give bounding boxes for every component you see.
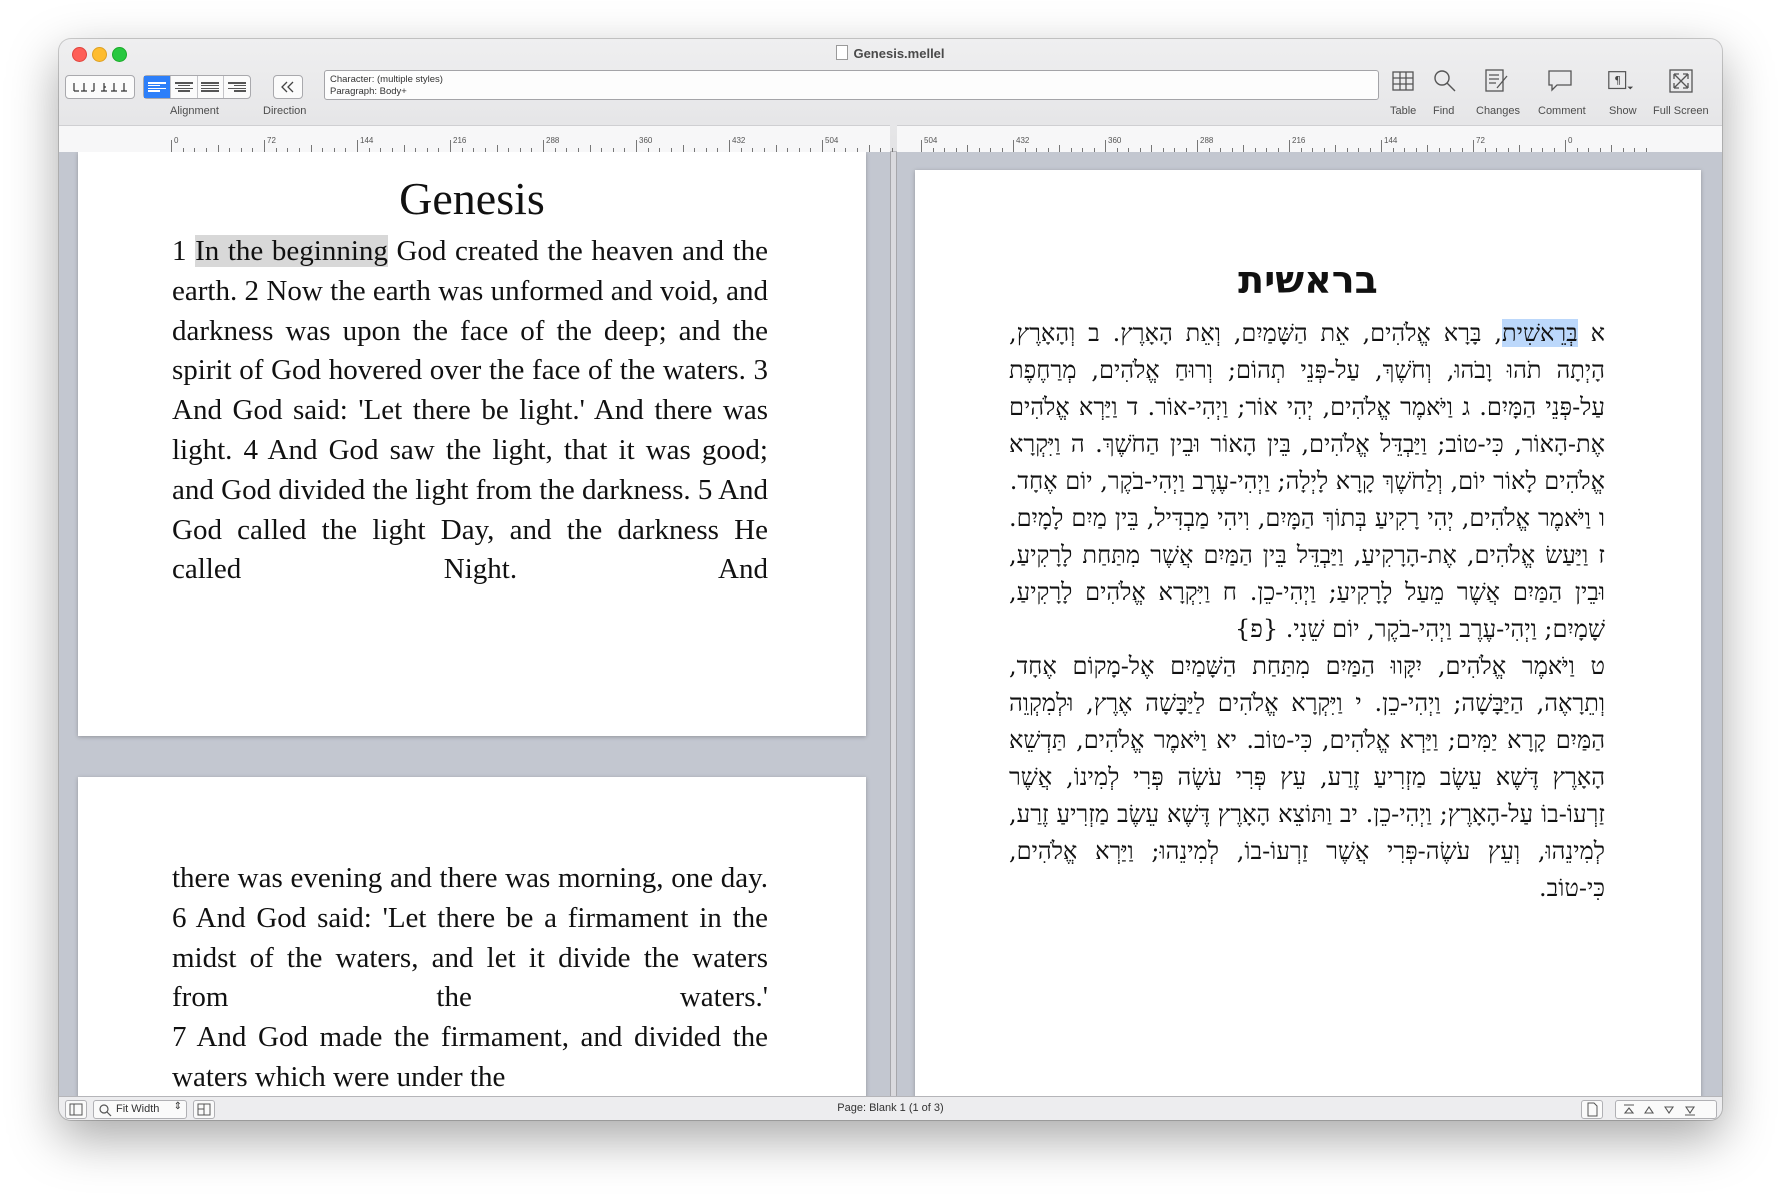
hebrew-text-run: , בָּרָא אֱלֹהִים, אֵת הַשָּׁמַיִם, וְאֵת הָאָרֶץ. ב וְהָאָרֶץ, הָיְתָה תֹהוּ וָבֹהוּ, וְחֹשֶׁךְ, עַל-פְּנֵי תְהוֹם; וְרוּחַ אֱלֹהִים, מְרַחֶפֶת עַל-פְּנֵי הַמָּיִם. ג וַיֹּאמֶר אֱלֹהִים, יְהִי אוֹר; וַיְהִי-אוֹר. ד וַיַּרְא אֱלֹהִים אֶת-הָאוֹר, כִּי-טוֹב; וַיַּבְדֵּל אֱלֹהִים, בֵּין הָאוֹר וּבֵין הַחֹשֶׁךְ. ה וַיִּקְרָא אֱלֹהִים לָאוֹר יוֹם, וְלַחֹשֶׁךְ קָרָא לָיְלָה; וַיְהִי-עֶרֶב וַיְהִי-בֹקֶר, יוֹם אֶחָד. [1009,319,1605,495]
ruler-minor-tick [869,145,870,152]
direction-icon [274,76,302,98]
ruler-number: 72 [1476,136,1485,145]
app-window [59,39,1722,1120]
ruler-major-tick [543,140,544,152]
ruler-number: 144 [1384,136,1398,145]
comment-icon [1546,68,1574,94]
ruler-major-tick [450,140,451,152]
magnifier-icon [1432,68,1458,94]
verse-number: 1 [172,235,196,267]
align-right-icon [228,82,246,92]
ruler-major-tick [822,140,823,152]
ruler-minor-tick [497,145,498,152]
align-left-button[interactable] [144,76,171,98]
ruler-number: 72 [267,136,276,145]
ruler-major-tick [1473,140,1474,152]
english-text-run: God created the heaven and the earth. 2 Now the earth was unformed and void, and darkness was upon the face of the deep; and the spirit of God hovered over the face of the waters. 3 And God said: 'Let there be light.' And there was light. 4 And God saw the light, that it was good; and God divided the light from the darkness. 5 And God called the light Day, and the darkness He called Night. And [172,235,769,586]
ruler-major-tick [357,140,358,152]
ruler-major-tick [1013,140,1014,152]
selected-text[interactable]: In the beginning [195,235,388,267]
status-bar [59,1096,1722,1120]
ruler-number: 504 [825,136,839,145]
page-icon [1582,1101,1602,1118]
page-navigation-control[interactable] [1615,1100,1717,1119]
ruler-number: 144 [360,136,374,145]
ruler-minor-tick [311,145,312,152]
find-label: Find [1433,105,1455,117]
ruler-number: 360 [1108,136,1122,145]
ruler-major-tick [1197,140,1198,152]
table-icon [1391,69,1415,93]
hebrew-pane[interactable] [897,152,1722,1096]
full-screen-label: Full Screen [1653,105,1709,117]
window-title: Genesis.mellel [59,45,1722,61]
hebrew-page-1 [915,170,1701,1096]
ruler-major-tick [636,140,637,152]
ruler-major-tick [1105,140,1106,152]
hebrew-paragraph: ט וַיֹּאמֶר אֱלֹהִים, יִקָּווּ הַמַּיִם מִתַּחַת הַשָּׁמַיִם אֶל-מָקוֹם אֶחָד, וְתֵרָאֶה, הַיַּבָּשָׁה; וַיְהִי-כֵן. י וַיִּקְרָא אֱלֹהִים לַיַּבָּשָׁה אֶרֶץ, וּלְמִקְוֵה הַמַּיִם קָרָא יַמִּים; וַיַּרְא אֱלֹהִים, כִּי-טוֹב. יא וַיֹּאמֶר אֱלֹהִים, תַּדְשֵׁא הָאָרֶץ דֶּשֶׁא עֵשֶׂב מַזְרִיעַ זֶרַע, עֵץ פְּרִי עֹשֶׂה פְּרִי לְמִינוֹ, אֲשֶׁר זַרְעוֹ-בוֹ עַל-הָאָרֶץ; וַיְהִי-כֵן. יב וַתּוֹצֵא הָאָרֶץ דֶּשֶׁא עֵשֶׂב מַזְרִיעַ זֶרַע, לְמִינֵהוּ, וְעֵץ עֹשֶׂה-פְּרִי אֲשֶׁר זַרְעוֹ-בוֹ, לְמִינֵהוּ; וַיַּרְא אֱלֹהִים, כִּי-טוֹב. [1009,652,1605,902]
ruler-minor-tick [1059,145,1060,152]
page-view-button[interactable] [1581,1100,1603,1119]
tab-stops-icon[interactable] [66,76,134,98]
ruler-right[interactable] [897,125,1722,152]
ruler-minor-tick [218,145,219,152]
ruler-minor-tick [1243,145,1244,152]
style-info-field[interactable] [324,70,1379,100]
full-screen-button[interactable] [1667,67,1695,95]
hebrew-paragraph [1009,315,1605,500]
ruler-major-tick [921,140,922,152]
document-icon [836,45,848,60]
english-paragraph: there was evening and there was morning, one day. 6 And God said: 'Let there be a firmament in the midst of the waters, and let it divide the waters from the waters.' [172,862,768,1014]
page-nav-icons [1616,1101,1716,1118]
english-pane[interactable] [59,152,890,1096]
align-justify-button[interactable] [198,76,225,98]
changes-label: Changes [1476,105,1521,117]
pane-splitter[interactable] [890,152,897,1096]
show-icon [1606,68,1634,94]
english-body-page-2[interactable] [172,859,768,1096]
ruler-major-tick [171,140,172,152]
show-label: Show [1609,105,1637,117]
comment-button[interactable] [1546,67,1574,95]
ruler-minor-tick [1335,145,1336,152]
ruler-minor-tick [1151,145,1152,152]
ruler-minor-tick [590,145,591,152]
direction-label: Direction [263,105,307,117]
ruler-minor-tick [1427,145,1428,152]
table-button[interactable] [1389,67,1417,95]
ruler-major-tick [264,140,265,152]
ruler-minor-tick [776,145,777,152]
ruler-number: 288 [1200,136,1214,145]
comment-label: Comment [1538,105,1586,117]
ruler-minor-tick [1519,145,1520,152]
changes-button[interactable] [1482,67,1510,95]
show-button[interactable] [1606,67,1634,95]
ruler-minor-tick [967,145,968,152]
align-right-button[interactable] [224,76,250,98]
paragraph-style-text: Paragraph: Body+ [330,86,407,97]
hebrew-paragraph: ו וַיֹּאמֶר אֱלֹהִים, יְהִי רָקִיעַ בְּתוֹךְ הַמָּיִם, וִיהִי מַבְדִּיל, בֵּין מַיִם לָמָיִם. ז וַיַּעַשׂ אֱלֹהִים, אֶת-הָרָקִיעַ, וַיַּבְדֵּל בֵּין הַמַּיִם אֲשֶׁר מִתַּחַת לָרָקִיעַ, וּבֵין הַמַּיִם אֲשֶׁר מֵעַל לָרָקִיעַ; וַיְהִי-כֵן. ח וַיִּקְרָא אֱלֹהִים לָרָקִיעַ, שָׁמָיִם; וַיְהִי-עֶרֶב וַיְהִי-בֹקֶר, יוֹם שֵׁנִי. {פ} [1009,504,1605,643]
page-indicator: Page: Blank 1 (1 of 3) [837,1102,944,1114]
ruler-number: 360 [639,136,653,145]
changes-icon [1483,68,1509,94]
ruler-number: 0 [174,136,179,145]
ruler-left[interactable] [59,125,890,152]
find-button[interactable] [1431,67,1459,95]
fullscreen-icon [1668,68,1694,94]
chevron-updown-icon: ⇕ [173,1101,182,1112]
align-center-icon [175,82,193,92]
table-label: Table [1390,105,1417,117]
svg-text:¶: ¶ [1614,74,1621,87]
english-title: Genesis [399,173,545,224]
alignment-control[interactable] [143,75,251,99]
character-style-text: Character: (multiple styles) [330,74,443,85]
ruler-number: 504 [924,136,938,145]
ruler-major-tick [1565,140,1566,152]
direction-button[interactable] [273,75,303,99]
ruler-number: 216 [1292,136,1306,145]
ruler-major-tick [1289,140,1290,152]
align-justify-icon [201,82,219,92]
english-page-1 [78,152,866,736]
hebrew-body[interactable] [1009,315,1605,907]
ruler-number: 0 [1568,136,1573,145]
ruler-number: 288 [546,136,560,145]
verse-number: א [1577,319,1606,347]
english-paragraph: 7 And God made the firmament, and divided the waters which were under the [172,1021,768,1093]
ruler-major-tick [729,140,730,152]
english-body-page-1[interactable] [172,232,768,590]
tab-stops-control[interactable] [65,75,135,99]
ruler-number: 432 [1016,136,1030,145]
english-page-2 [78,777,866,1096]
ruler-number: 432 [732,136,746,145]
align-left-icon [148,82,166,92]
align-center-button[interactable] [171,76,198,98]
ruler-number: 216 [453,136,467,145]
ruler-minor-tick [1611,145,1612,152]
ruler-major-tick [1381,140,1382,152]
toolbar [59,39,1722,152]
alignment-label: Alignment [170,105,219,117]
hebrew-title: בראשית [1238,258,1378,302]
zoom-label: Fit Width [116,1103,160,1115]
selected-text[interactable]: בְּרֵאשִׁית [1502,319,1578,347]
ruler-minor-tick [404,145,405,152]
ruler-minor-tick [683,145,684,152]
